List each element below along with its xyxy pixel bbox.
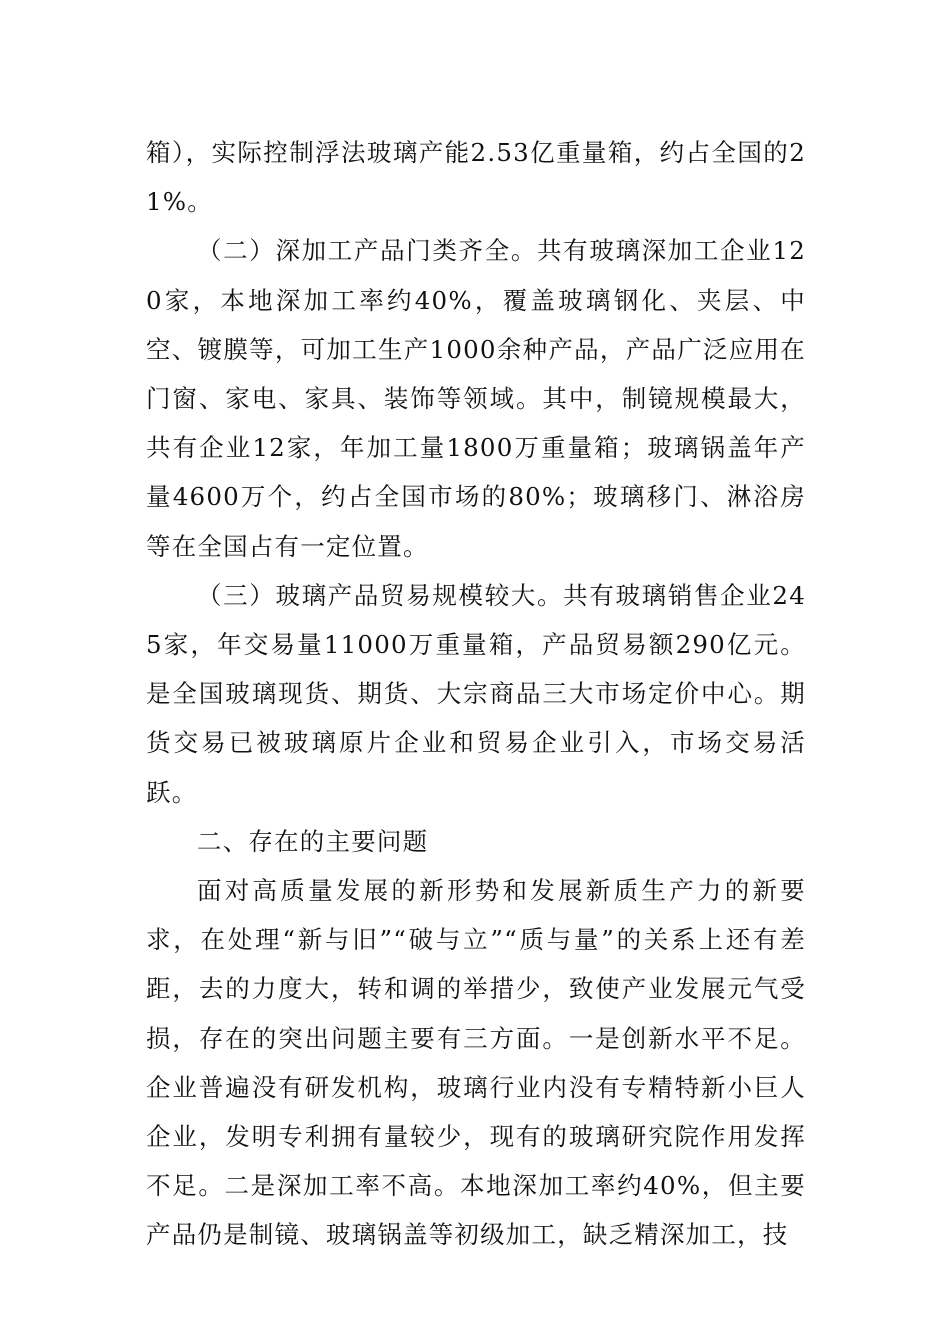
paragraph-continuation: 箱），实际控制浮法玻璃产能2.53亿重量箱，约占全国的21%。 bbox=[146, 138, 806, 217]
paragraph-problems: 面对高质量发展的新形势和发展新质生产力的新要求，在处理“新与旧”“破与立”“质与量”的关系上还有差距，去的力度大，转和调的举措少，致使产业发展元气受损，存在的突出问题主要有三方面。一是创新水平不足。企业普遍没有研发机构，玻璃行业内没有专精特新小巨人企业，发明专利拥有量较少，现有的玻璃研究院作用发挥不足。二是深加工率不高。本地深加工率约40%，但主要产品仍是制镜、玻璃锅盖等初级加工，缺乏精深加工，技 bbox=[146, 876, 806, 1250]
section-heading-main-problems: 二、存在的主要问题 bbox=[197, 826, 429, 856]
document-body bbox=[146, 128, 806, 1260]
paragraph-deep-processing: （二）深加工产品门类齐全。共有玻璃深加工企业120家，本地深加工率约40%，覆盖玻璃钢化、夹层、中空、镀膜等，可加工生产1000余种产品，产品广泛应用在门窗、家电、家具、装饰等领域。其中，制镜规模最大，共有企业12家，年加工量1800万重量箱；玻璃锅盖年产量4600万个，约占全国市场的80%；玻璃移门、淋浴房等在全国占有一定位置。 bbox=[146, 236, 806, 561]
paragraph-trade: （三）玻璃产品贸易规模较大。共有玻璃销售企业245家，年交易量11000万重量箱，产品贸易额290亿元。是全国玻璃现货、期货、大宗商品三大市场定价中心。期货交易已被玻璃原片企业和贸易企业引入，市场交易活跃。 bbox=[146, 580, 806, 807]
